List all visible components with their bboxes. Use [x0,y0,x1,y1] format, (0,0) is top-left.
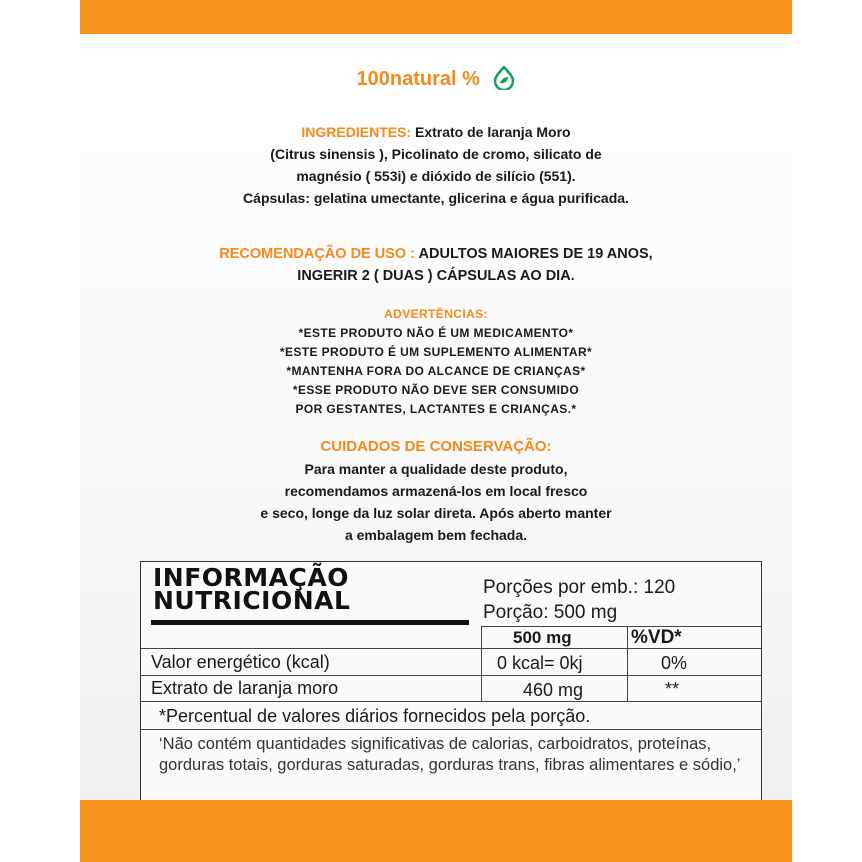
warnings-section [80,305,792,419]
bottom-orange-band [80,800,792,862]
brand [80,66,792,91]
nutrient-vd: ** [665,679,680,699]
nutrition-title [153,563,351,615]
divider [141,729,761,730]
nutrition-facts-table [140,561,762,805]
nutrition-title-line1: INFORMAÇÃO [153,563,349,592]
warning-line: POR GESTANTES, LACTANTES E CRIANÇAS.* [295,402,577,416]
nutrition-disclaimer: ‘Não contém quantidades significativas de calorias, carboidratos, proteínas, gorduras totais, gorduras saturadas, gorduras trans, fibras alimentares e sódio,’ [159,735,741,774]
divider [481,626,482,701]
nutrient-name: Extrato de laranja moro [151,678,339,698]
recommendation-line: INGERIR 2 ( DUAS ) CÁPSULAS AO DIA. [297,268,575,284]
ingredients-section [80,121,792,209]
vd-footnote: *Percentual de valores diários fornecidos pela porção. [159,706,591,726]
divider [627,626,628,701]
recommendation-section [80,243,792,287]
nutrient-amount: 0 kcal= 0kj [497,653,583,673]
care-line: e seco, longe da luz solar direta. Após aberto manter [260,505,612,521]
title-rule [151,620,469,625]
care-section [80,436,792,546]
warning-line: *ESTE PRODUTO É UM SUPLEMENTO ALIMENTAR* [279,345,593,359]
divider [141,701,761,702]
nutrient-name: Valor energético (kcal) [151,652,330,672]
care-heading: CUIDADOS DE CONSERVAÇÃO: [320,438,552,455]
care-line: a embalagem bem fechada. [344,527,528,543]
ingredients-line: magnésio ( 553i) e dióxido de silício (551). [296,168,576,184]
top-orange-band [80,0,792,34]
nutrition-title-line2: NUTRICIONAL [153,586,351,615]
care-line: Para manter a qualidade deste produto, [304,461,568,477]
care-line: recomendamos armazená-los em local fresco [284,483,588,499]
servings-per-package: Porções por emb.: 120 [483,577,676,598]
leaf-drop-icon [493,66,515,90]
divider [481,626,761,627]
recommendation-heading: RECOMENDAÇÃO DE USO : [219,246,416,262]
warning-line: *MANTENHA FORA DO ALCANCE DE CRIANÇAS* [286,364,586,378]
portion-size: Porção: 500 mg [483,602,618,623]
column-header-vd: %VD* [631,627,682,648]
ingredients-heading: INGREDIENTES: [301,124,412,140]
ingredients-line: Cápsulas: gelatina umectante, glicerina e água purificada. [243,190,629,206]
divider [141,675,761,676]
warning-line: *ESSE PRODUTO NÃO DEVE SER CONSUMIDO [292,383,580,397]
ingredients-line: Extrato de laranja Moro [414,124,571,140]
brand-text: 100natural % [356,68,480,90]
nutrient-amount: 460 mg [523,680,584,700]
warning-line: *ESTE PRODUTO NÃO É UM MEDICAMENTO* [298,326,574,340]
ingredients-line: (Citrus sinensis ), Picolinato de cromo, silicato de [270,146,602,162]
warnings-heading: ADVERTÊNCIAS: [384,307,488,321]
column-header-amount: 500 mg [513,628,572,647]
recommendation-line: ADULTOS MAIORES DE 19 ANOS, [418,246,653,262]
nutrient-vd: 0% [661,653,688,673]
